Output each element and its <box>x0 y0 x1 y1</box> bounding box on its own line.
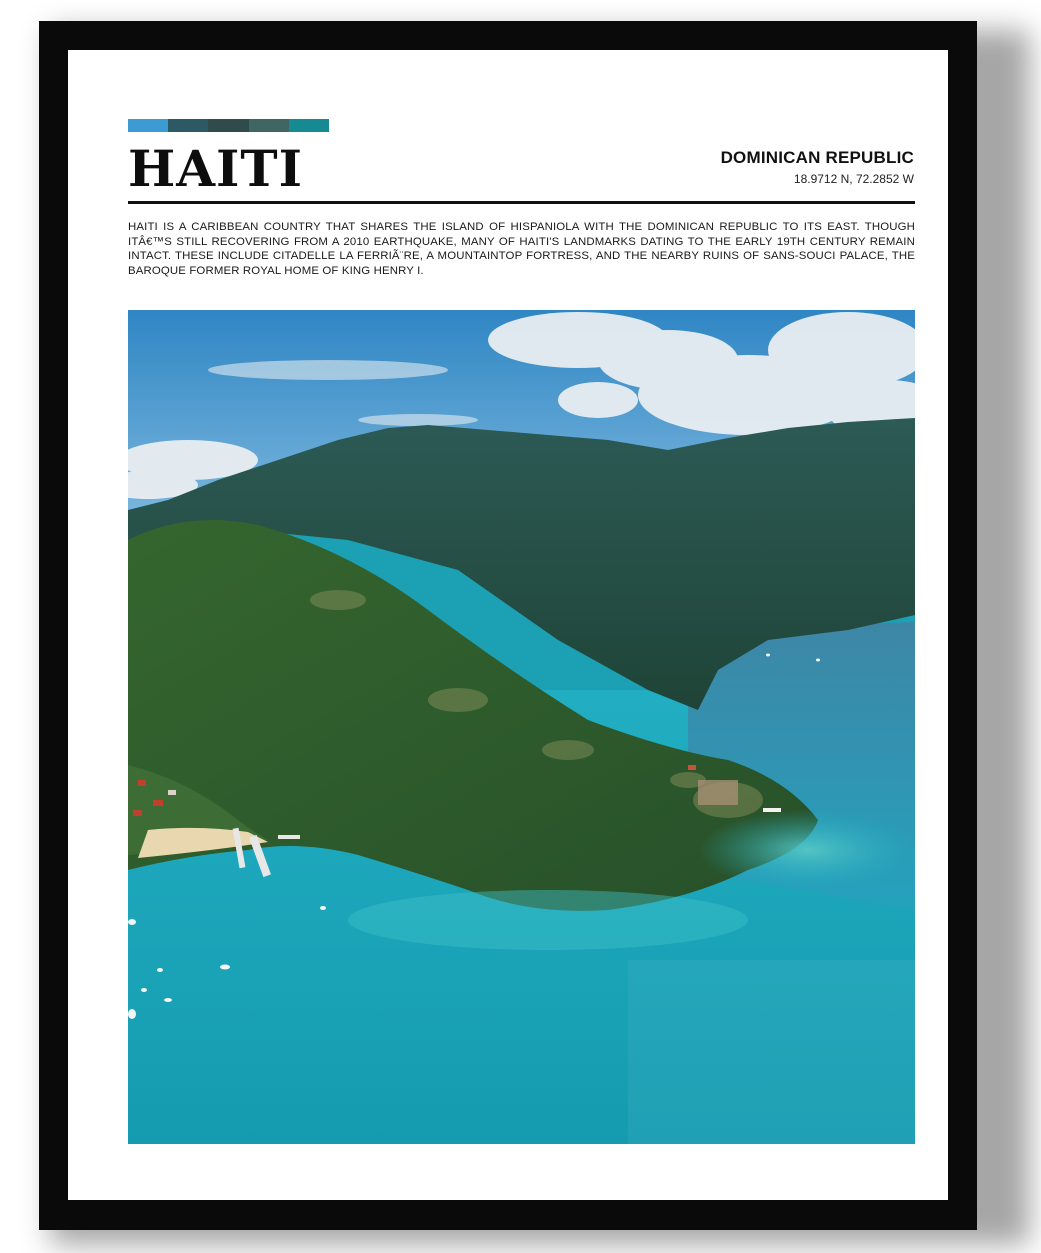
palette-swatch <box>289 119 329 132</box>
title-divider <box>128 201 915 204</box>
description-text: HAITI IS A CARIBBEAN COUNTRY THAT SHARES THE ISLAND OF HISPANIOLA WITH THE DOMINICAN REPUBLIC TO ITS EAST. THOUGH ITÂ€™S STILL RECOVERING FROM A 2010 EARTHQUAKE, MANY OF HAITI'S LANDMARKS DATING TO THE EARLY 19TH CENTURY REMAIN INTACT. THESE INCLUDE CITADELLE LA FERRIÃ¨RE, A MOUNTAINTOP FORTRESS, AND THE NEARBY RUINS OF SANS-SOUCI PALACE, THE BAROQUE FORMER ROYAL HOME OF KING HENRY I. <box>128 221 915 277</box>
palette-swatch <box>249 119 289 132</box>
country-name: DOMINICAN REPUBLIC <box>720 148 914 167</box>
sea-glint <box>628 960 915 1144</box>
poster-title: HAITI <box>128 139 304 198</box>
location-block <box>721 148 914 187</box>
aerial-landscape-illustration <box>128 310 915 1144</box>
coordinates: 18.9712 N, 72.2852 W <box>793 172 914 186</box>
aerial-photo <box>128 310 915 1144</box>
palette-swatch <box>168 119 208 132</box>
palette-swatch <box>128 119 168 132</box>
color-palette-strip <box>128 119 329 132</box>
coral-reef <box>698 810 915 890</box>
palette-swatch <box>208 119 248 132</box>
shallow-water <box>348 890 748 950</box>
